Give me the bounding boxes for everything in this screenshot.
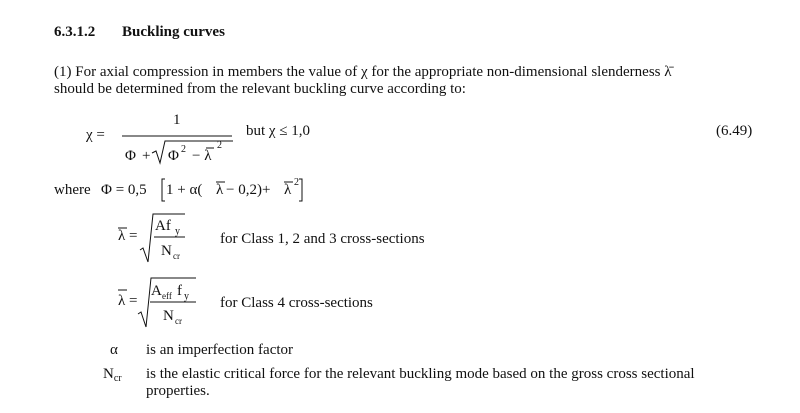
chi-phi-sup: 2 bbox=[181, 144, 186, 155]
equation-lambda-class4 bbox=[0, 272, 500, 332]
ncr-symbol-main: N bbox=[103, 366, 114, 382]
chi-minus-lambda: − λ bbox=[192, 148, 212, 164]
phi-right-bracket bbox=[299, 179, 302, 201]
chi-condition: but χ ≤ 1,0 bbox=[246, 123, 311, 139]
definition-ncr-symbol bbox=[103, 366, 122, 383]
lambda4-lhs: λ = bbox=[118, 293, 138, 309]
chi-phi: Φ bbox=[125, 148, 136, 164]
ncr-symbol-sub: cr bbox=[113, 373, 122, 384]
equation-chi bbox=[0, 108, 800, 168]
lambda1-lhs: λ = bbox=[118, 228, 138, 244]
section-title: Buckling curves bbox=[122, 24, 225, 40]
definition-alpha-text: is an imperfection factor bbox=[146, 342, 294, 358]
where-label: where bbox=[54, 182, 91, 198]
equation-number: (6.49) bbox=[716, 123, 753, 139]
lambda1-num-sub: y bbox=[175, 226, 180, 237]
lambda1-den-sub: cr bbox=[173, 251, 180, 261]
lambda4-num-f: f bbox=[177, 283, 182, 299]
equation-lambda-class123 bbox=[0, 210, 500, 270]
definition-ncr-text-line1: is the elastic critical force for the relevant buckling mode based on the gross cross sectional bbox=[146, 366, 695, 382]
lambda4-den-sub: cr bbox=[175, 316, 182, 326]
chi-numerator: 1 bbox=[173, 112, 181, 128]
lambda4-num-a: A bbox=[151, 283, 162, 299]
lambda4-den: N bbox=[163, 308, 174, 324]
definition-ncr-text-line2: properties. bbox=[146, 383, 210, 399]
lambda1-num: Af bbox=[155, 218, 171, 234]
phi-expression-c: − 0,2)+ bbox=[226, 182, 271, 198]
phi-lambda: λ bbox=[216, 182, 224, 198]
chi-phi2: Φ bbox=[168, 148, 179, 164]
intro-line-1: (1) For axial compression in members the value of χ for the appropriate non-dimensional slenderness λ̄ bbox=[54, 64, 672, 80]
phi-expression-a: Φ = 0,5 bbox=[101, 182, 147, 198]
lambda4-note: for Class 4 cross-sections bbox=[220, 295, 373, 311]
intro-line-2: should be determined from the relevant buckling curve according to: bbox=[54, 81, 466, 97]
lambda4-num-sub-eff: eff bbox=[162, 291, 172, 301]
equation-phi bbox=[0, 174, 400, 204]
chi-lambda-sup: 2 bbox=[217, 140, 222, 151]
phi-left-bracket bbox=[162, 179, 165, 201]
section-number: 6.3.1.2 bbox=[54, 24, 96, 40]
phi-sup2: 2 bbox=[294, 177, 299, 188]
lambda1-note: for Class 1, 2 and 3 cross-sections bbox=[220, 231, 425, 247]
chi-lhs: χ = bbox=[86, 127, 105, 143]
lambda1-den: N bbox=[161, 243, 172, 259]
phi-expression-b: 1 + α( bbox=[166, 182, 203, 198]
lambda4-num-sub-y: y bbox=[184, 291, 189, 302]
chi-plus: + bbox=[142, 148, 151, 164]
phi-lambda2: λ bbox=[284, 182, 292, 198]
definition-alpha-symbol: α bbox=[110, 342, 118, 358]
